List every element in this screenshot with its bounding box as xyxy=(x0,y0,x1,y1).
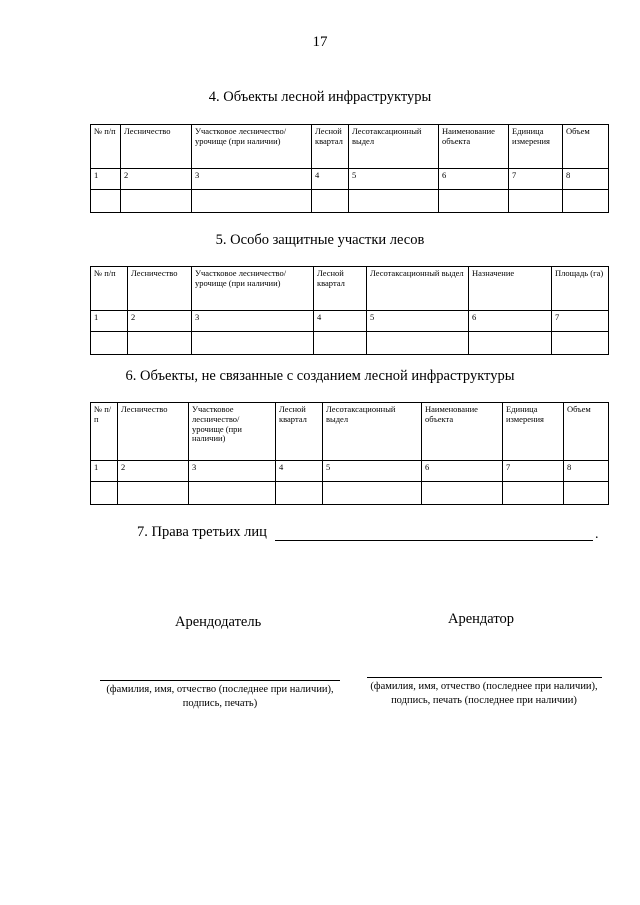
col-header: Единица измерения xyxy=(509,125,563,169)
empty-cell xyxy=(439,190,509,213)
empty-cell xyxy=(314,332,367,355)
empty-cell xyxy=(509,190,563,213)
col-header: Единица измерения xyxy=(503,403,564,461)
empty-cell xyxy=(564,482,609,505)
column-number: 3 xyxy=(189,461,276,482)
col-header: Лесничество xyxy=(118,403,189,461)
column-number: 1 xyxy=(91,311,128,332)
section-title-protective: 5. Особо защитные участки лесов xyxy=(215,232,425,248)
protective-table xyxy=(90,266,609,355)
empty-data-row xyxy=(91,332,609,355)
col-header: Площадь (га) xyxy=(552,267,609,311)
empty-cell xyxy=(323,482,422,505)
empty-cell xyxy=(552,332,609,355)
col-header: Лесничество xyxy=(128,267,192,311)
empty-cell xyxy=(91,190,121,213)
col-header: Участковое лесничество/урочище (при наличии) xyxy=(192,267,314,311)
lessee-caption-line-2: подпись, печать (последнее при наличии) xyxy=(391,695,577,707)
col-header: № п/п xyxy=(91,267,128,311)
col-header: № п/п xyxy=(91,403,118,461)
column-number: 2 xyxy=(128,311,192,332)
empty-cell xyxy=(367,332,469,355)
column-number: 7 xyxy=(503,461,564,482)
lessor-caption-line-2: подпись, печать) xyxy=(182,698,258,710)
col-header: Участковое лесничество/урочище (при наличии) xyxy=(192,125,312,169)
empty-cell xyxy=(91,332,128,355)
column-number: 8 xyxy=(564,461,609,482)
col-header: Назначение xyxy=(469,267,552,311)
column-number: 2 xyxy=(121,169,192,190)
empty-cell xyxy=(422,482,503,505)
col-header: Лесной квартал xyxy=(312,125,349,169)
column-number: 2 xyxy=(118,461,189,482)
empty-cell xyxy=(563,190,609,213)
empty-cell xyxy=(121,190,192,213)
header-row xyxy=(91,267,609,311)
page-number: 17 xyxy=(312,34,328,50)
infrastructure-table xyxy=(90,124,609,213)
lessor-signature-line xyxy=(100,680,340,681)
empty-cell xyxy=(91,482,118,505)
third-party-rights-blank-line xyxy=(275,540,593,541)
column-number: 5 xyxy=(367,311,469,332)
lessee-caption xyxy=(356,680,612,708)
empty-cell xyxy=(118,482,189,505)
col-header: Наименование объекта xyxy=(439,125,509,169)
col-header: Лесотаксационный выдел xyxy=(349,125,439,169)
col-header: Объем xyxy=(563,125,609,169)
section-title-infrastructure: 4. Объекты лесной инфраструктуры xyxy=(208,89,432,105)
col-header: Лесотаксационный выдел xyxy=(323,403,422,461)
column-number-row xyxy=(91,311,609,332)
column-number: 1 xyxy=(91,461,118,482)
empty-cell xyxy=(276,482,323,505)
column-number: 6 xyxy=(422,461,503,482)
col-header: Лесотаксационный выдел xyxy=(367,267,469,311)
col-header: Лесной квартал xyxy=(276,403,323,461)
empty-cell xyxy=(128,332,192,355)
third-party-rights-label: 7. Права третьих лиц xyxy=(137,524,267,540)
empty-data-row xyxy=(91,482,609,505)
column-number-row xyxy=(91,169,609,190)
column-number: 7 xyxy=(509,169,563,190)
lessee-caption-line-1: (фамилия, имя, отчество (последнее при наличии), xyxy=(370,681,598,692)
column-number: 5 xyxy=(323,461,422,482)
column-number: 8 xyxy=(563,169,609,190)
column-number: 7 xyxy=(552,311,609,332)
column-number: 5 xyxy=(349,169,439,190)
column-number: 6 xyxy=(469,311,552,332)
section-title-non-infrastructure: 6. Объекты, не связанные с созданием лесной инфраструктуры xyxy=(125,368,515,384)
empty-cell xyxy=(469,332,552,355)
column-number: 4 xyxy=(314,311,367,332)
column-number: 1 xyxy=(91,169,121,190)
col-header: Участковое лесничество/ урочище (при наличии) xyxy=(189,403,276,461)
lessee-signature-line xyxy=(367,677,602,678)
header-row xyxy=(91,125,609,169)
column-number: 3 xyxy=(192,311,314,332)
third-party-rights-period: . xyxy=(595,527,599,542)
empty-cell xyxy=(192,332,314,355)
col-header: Лесничество xyxy=(121,125,192,169)
lessor-caption-line-1: (фамилия, имя, отчество (последнее при наличии), xyxy=(106,684,334,695)
column-number-row xyxy=(91,461,609,482)
empty-cell xyxy=(192,190,312,213)
empty-cell xyxy=(503,482,564,505)
column-number: 4 xyxy=(276,461,323,482)
empty-cell xyxy=(312,190,349,213)
empty-data-row xyxy=(91,190,609,213)
non-infrastructure-table xyxy=(90,402,609,505)
lessor-caption xyxy=(92,683,348,711)
column-number: 3 xyxy=(192,169,312,190)
lessee-title: Арендатор xyxy=(448,611,515,627)
lessor-title: Арендодатель xyxy=(175,614,262,630)
column-number: 4 xyxy=(312,169,349,190)
col-header: № п/п xyxy=(91,125,121,169)
column-number: 6 xyxy=(439,169,509,190)
col-header: Лесной квартал xyxy=(314,267,367,311)
col-header: Наименование объекта xyxy=(422,403,503,461)
col-header: Объем xyxy=(564,403,609,461)
header-row xyxy=(91,403,609,461)
empty-cell xyxy=(189,482,276,505)
empty-cell xyxy=(349,190,439,213)
